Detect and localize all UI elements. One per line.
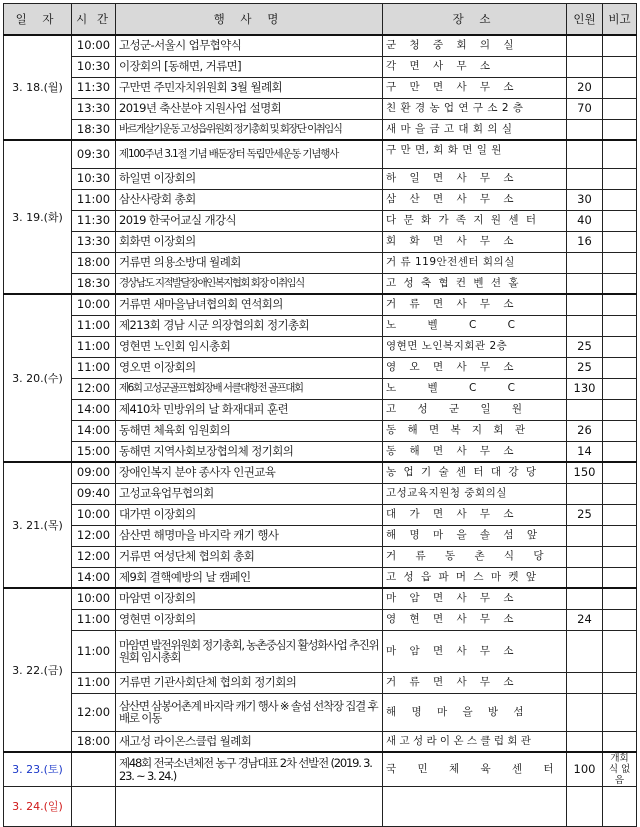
row-place: 동 해 면 복 지 회 관 [383, 420, 567, 441]
row-note [603, 315, 637, 336]
row-event: 하일면 이장회의 [116, 168, 383, 189]
row-note [603, 441, 637, 462]
row-count: 24 [567, 609, 603, 630]
row-time: 12:00 [72, 525, 116, 546]
row-event: 고성군-서울시 업무협약식 [116, 35, 383, 56]
row-time: 13:30 [72, 231, 116, 252]
row-event: 영현면 노인회 임시총회 [116, 336, 383, 357]
row-count [567, 672, 603, 693]
row-count [567, 546, 603, 567]
row-place: 영현면 노인복지회관 2층 [383, 336, 567, 357]
table-row [4, 357, 637, 378]
row-event: 삼산면 삼봉어촌계 바지락 캐기 행사 ※ 솔섬 선착장 집결 후 배로 이동 [116, 693, 383, 731]
row-place [383, 787, 567, 827]
row-count [567, 294, 603, 315]
table-row [4, 525, 637, 546]
row-event: 영현면 이장회의 [116, 609, 383, 630]
table-row [4, 315, 637, 336]
schedule-table [3, 3, 637, 827]
row-count: 16 [567, 231, 603, 252]
row-time: 11:00 [72, 609, 116, 630]
row-note [603, 630, 637, 672]
row-event: 마암면 이장회의 [116, 588, 383, 609]
table-row [4, 189, 637, 210]
row-count [567, 315, 603, 336]
row-event: 2019년 축산분야 지원사업 설명회 [116, 98, 383, 119]
row-event: 거류면 새마을남녀협의회 연석회의 [116, 294, 383, 315]
row-note [603, 357, 637, 378]
table-row [4, 252, 637, 273]
row-time: 10:00 [72, 588, 116, 609]
row-place: 영 현 면 사 무 소 [383, 609, 567, 630]
row-place: 다 문 화 가 족 지 원 센 터 [383, 210, 567, 231]
row-note [603, 189, 637, 210]
row-event: 대가면 이장회의 [116, 504, 383, 525]
row-count [567, 399, 603, 420]
row-event: 거류면 기관사회단체 협의회 정기회의 [116, 672, 383, 693]
row-note [603, 56, 637, 77]
row-place: 거 류 면 사 무 소 [383, 672, 567, 693]
table-row [4, 731, 637, 752]
row-count [567, 483, 603, 504]
table-row [4, 35, 637, 56]
row-count: 150 [567, 462, 603, 483]
row-note [603, 98, 637, 119]
header-event: 행 사 명 [116, 4, 383, 36]
table-row [4, 420, 637, 441]
row-event: 동해면 지역사회보장협의체 정기회의 [116, 441, 383, 462]
row-count [567, 787, 603, 827]
row-time: 14:00 [72, 567, 116, 588]
table-row [4, 56, 637, 77]
row-event: 영오면 이장회의 [116, 357, 383, 378]
table-row [4, 294, 637, 315]
row-place: 해 명 마 을 솔 섬 앞 [383, 525, 567, 546]
row-time: 15:00 [72, 441, 116, 462]
row-event: 바르게살기운동 고성읍위원회 정기총회 및 회장단 이취임식 [116, 119, 383, 140]
row-count: 25 [567, 504, 603, 525]
row-note [603, 525, 637, 546]
row-time: 12:00 [72, 378, 116, 399]
row-note [603, 252, 637, 273]
row-time: 09:00 [72, 462, 116, 483]
header-row [4, 4, 637, 36]
row-count: 20 [567, 77, 603, 98]
day-date: 3. 18.(월) [4, 35, 72, 140]
row-count [567, 140, 603, 168]
row-place: 국 민 체 육 센 터 [383, 752, 567, 787]
row-count [567, 56, 603, 77]
row-time: 09:40 [72, 483, 116, 504]
row-count [567, 168, 603, 189]
row-count [567, 35, 603, 56]
header-place: 장 소 [383, 4, 567, 36]
day-date: 3. 20.(수) [4, 294, 72, 462]
row-note [603, 546, 637, 567]
row-time: 18:00 [72, 252, 116, 273]
row-count: 40 [567, 210, 603, 231]
row-place: 고 성 읍 파 머 스 마 켓 앞 [383, 567, 567, 588]
row-note [603, 504, 637, 525]
row-time [72, 752, 116, 787]
table-row [4, 787, 637, 827]
row-place: 동 해 면 사 무 소 [383, 441, 567, 462]
row-note [603, 672, 637, 693]
row-time: 10:30 [72, 168, 116, 189]
table-row [4, 462, 637, 483]
row-count: 70 [567, 98, 603, 119]
table-row [4, 441, 637, 462]
row-place: 구 만 면, 회 화 면 일 원 [383, 140, 567, 168]
row-note [603, 731, 637, 752]
row-event: 제9회 결핵예방의 날 캠페인 [116, 567, 383, 588]
row-event: 제100주년 3.1절 기념 배둔장터 독립만세운동 기념행사 [116, 140, 383, 168]
row-note [603, 588, 637, 609]
row-count: 14 [567, 441, 603, 462]
row-note [603, 567, 637, 588]
row-note [603, 77, 637, 98]
row-event: 2019 한국어교실 개강식 [116, 210, 383, 231]
table-row [4, 483, 637, 504]
table-row [4, 140, 637, 168]
row-event: 제6회 고성군골프협회장배 서클대항전 골프대회 [116, 378, 383, 399]
row-place: 새 마 을 금 고 대 회 의 실 [383, 119, 567, 140]
row-place: 노 벨 C C [383, 315, 567, 336]
table-row [4, 567, 637, 588]
row-place: 각 면 사 무 소 [383, 56, 567, 77]
row-place: 고성교육지원청 중회의실 [383, 483, 567, 504]
table-row [4, 336, 637, 357]
row-time [72, 787, 116, 827]
row-time: 10:30 [72, 56, 116, 77]
row-time: 12:00 [72, 693, 116, 731]
row-time: 11:30 [72, 210, 116, 231]
row-count: 25 [567, 357, 603, 378]
row-count [567, 693, 603, 731]
row-event [116, 787, 383, 827]
table-row [4, 752, 637, 787]
row-event: 마암면 발전위원회 정기총회, 농촌중심지 활성화사업 추진위원회 임시총회 [116, 630, 383, 672]
row-event: 제213회 경남 시군 의장협의회 정기총회 [116, 315, 383, 336]
header-count: 인원 [567, 4, 603, 36]
row-note [603, 35, 637, 56]
day-date: 3. 21.(목) [4, 462, 72, 588]
row-event: 장애인복지 분야 종사자 인권교육 [116, 462, 383, 483]
row-event: 거류면 여성단체 협의회 총회 [116, 546, 383, 567]
header-note: 비고 [603, 4, 637, 36]
table-row [4, 98, 637, 119]
row-note [603, 378, 637, 399]
row-place: 해 명 마 을 방 섬 [383, 693, 567, 731]
row-place: 거 류 동 촌 식 당 [383, 546, 567, 567]
table-row [4, 231, 637, 252]
row-time: 18:30 [72, 273, 116, 294]
row-note [603, 210, 637, 231]
row-event: 경상남도 지적발달장애인복지협회 회장 이취임식 [116, 273, 383, 294]
row-time: 11:00 [72, 336, 116, 357]
row-note [603, 231, 637, 252]
table-row [4, 168, 637, 189]
row-place: 삼 산 면 사 무 소 [383, 189, 567, 210]
row-count [567, 630, 603, 672]
row-time: 10:00 [72, 504, 116, 525]
row-time: 14:00 [72, 399, 116, 420]
row-time: 18:30 [72, 119, 116, 140]
row-place: 마 암 면 사 무 소 [383, 588, 567, 609]
row-count: 25 [567, 336, 603, 357]
row-time: 11:00 [72, 357, 116, 378]
row-note [603, 787, 637, 827]
header-time: 시 간 [72, 4, 116, 36]
row-event: 회화면 이장회의 [116, 231, 383, 252]
row-time: 10:00 [72, 35, 116, 56]
row-place: 고 성 군 일 원 [383, 399, 567, 420]
table-row [4, 546, 637, 567]
row-count: 26 [567, 420, 603, 441]
table-row [4, 119, 637, 140]
table-row [4, 273, 637, 294]
day-date-sunday: 3. 24.(일) [4, 787, 72, 827]
row-place: 거 류 면 사 무 소 [383, 294, 567, 315]
row-count: 100 [567, 752, 603, 787]
header-date: 일 자 [4, 4, 72, 36]
row-event: 거류면 의용소방대 월례회 [116, 252, 383, 273]
table-row [4, 630, 637, 672]
table-row [4, 693, 637, 731]
row-event: 고성교육업무협의회 [116, 483, 383, 504]
row-place: 대 가 면 사 무 소 [383, 504, 567, 525]
row-time: 11:00 [72, 672, 116, 693]
row-note [603, 483, 637, 504]
row-note [603, 336, 637, 357]
row-time: 12:00 [72, 546, 116, 567]
row-event: 삼산면 해명마을 바지락 캐기 행사 [116, 525, 383, 546]
row-event: 삼산사랑회 총회 [116, 189, 383, 210]
row-time: 14:00 [72, 420, 116, 441]
table-row [4, 399, 637, 420]
row-place: 노 벨 C C [383, 378, 567, 399]
row-event: 새고성 라이온스클럽 월례회 [116, 731, 383, 752]
row-place: 농 업 기 술 센 터 대 강 당 [383, 462, 567, 483]
row-note [603, 420, 637, 441]
row-count: 30 [567, 189, 603, 210]
row-count [567, 525, 603, 546]
row-note [603, 119, 637, 140]
row-event: 이장회의 [동해면, 거류면] [116, 56, 383, 77]
row-time: 11:00 [72, 630, 116, 672]
table-row [4, 672, 637, 693]
row-place: 친 환 경 농 업 연 구 소 2 층 [383, 98, 567, 119]
row-note [603, 294, 637, 315]
row-time: 10:00 [72, 294, 116, 315]
row-time: 18:00 [72, 731, 116, 752]
row-place: 군 청 중 회 의 실 [383, 35, 567, 56]
table-row [4, 77, 637, 98]
row-note [603, 693, 637, 731]
row-time: 11:00 [72, 189, 116, 210]
row-place: 구 만 면 사 무 소 [383, 77, 567, 98]
row-place: 고 성 축 협 컨 벤 션 홀 [383, 273, 567, 294]
row-time: 13:30 [72, 98, 116, 119]
row-event: 구만면 주민자치위원회 3월 월례회 [116, 77, 383, 98]
row-time: 11:30 [72, 77, 116, 98]
table-row [4, 609, 637, 630]
table-row [4, 504, 637, 525]
day-date: 3. 19.(화) [4, 140, 72, 294]
row-note [603, 140, 637, 168]
row-event: 제48회 전국소년체전 농구 경남대표 2차 선발전 (2019. 3. 23. ~ 3. 24.) [116, 752, 383, 787]
row-place: 회 화 면 사 무 소 [383, 231, 567, 252]
row-note [603, 399, 637, 420]
row-event: 동해면 체육회 임원회의 [116, 420, 383, 441]
row-time: 11:00 [72, 315, 116, 336]
row-place: 거 류 119안전센터 회의실 [383, 252, 567, 273]
row-count [567, 567, 603, 588]
table-row [4, 588, 637, 609]
row-note [603, 609, 637, 630]
row-count [567, 119, 603, 140]
row-count: 130 [567, 378, 603, 399]
row-note [603, 273, 637, 294]
row-count [567, 273, 603, 294]
day-date: 3. 22.(금) [4, 588, 72, 752]
row-time: 09:30 [72, 140, 116, 168]
row-count [567, 252, 603, 273]
row-place: 새 고 성 라 이 온 스 클 럽 회 관 [383, 731, 567, 752]
day-date-saturday: 3. 23.(토) [4, 752, 72, 787]
row-event: 제410차 민방위의 날 화재대피 훈련 [116, 399, 383, 420]
row-count [567, 588, 603, 609]
row-count [567, 731, 603, 752]
table-row [4, 210, 637, 231]
row-note [603, 462, 637, 483]
table-row [4, 378, 637, 399]
row-place: 영 오 면 사 무 소 [383, 357, 567, 378]
row-place: 마 암 면 사 무 소 [383, 630, 567, 672]
row-note [603, 168, 637, 189]
row-note: 개회식 없음 [603, 752, 637, 787]
row-place: 하 일 면 사 무 소 [383, 168, 567, 189]
